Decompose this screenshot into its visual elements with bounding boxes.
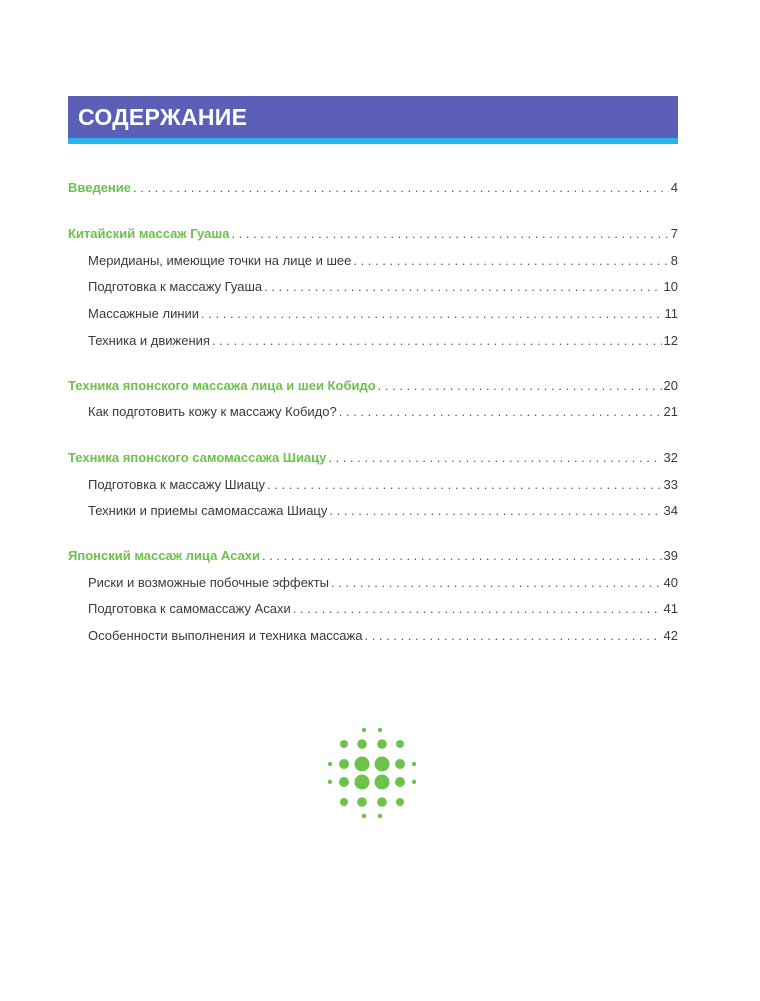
toc-chapter[interactable] [68,226,678,242]
toc-entry-title: Подготовка к массажу Шиацу [88,477,266,492]
toc-leader-dots [328,450,661,466]
toc-entry-title: Подготовка к массажу Гуаша [88,279,263,294]
toc-entry-title: Введение [68,180,131,195]
toc-leader-dots [339,404,662,420]
toc-entry-title: Техника японского массажа лица и шеи Кобидо [68,378,376,393]
toc-leader-dots [264,279,661,295]
toc-entry-title: Китайский массаж Гуаша [68,226,230,241]
toc-entry-title: Техника японского самомассажа Шиацу [68,450,327,465]
toc-leader-dots [331,575,662,591]
toc-page-number: 32 [663,450,678,465]
toc-entry-title: Как подготовить кожу к массажу Кобидо? [88,404,337,419]
toc-page-number: 39 [663,548,678,563]
toc-section[interactable] [88,333,678,349]
toc-section[interactable] [88,404,678,420]
toc-leader-dots [133,180,669,196]
toc-page-number: 34 [663,503,678,518]
toc-leader-dots [353,253,668,269]
toc-leader-dots [364,628,661,644]
toc-chapter[interactable] [68,378,678,394]
toc-leader-dots [378,378,662,394]
toc-page-number: 41 [663,601,678,616]
toc-entry-title: Особенности выполнения и техника массажа [88,628,363,643]
contents-header [68,96,678,144]
toc-entry-title: Риски и возможные побочные эффекты [88,575,329,590]
toc-page-number: 20 [663,378,678,393]
toc-page-number: 42 [663,628,678,643]
toc-entry-title: Меридианы, имеющие точки на лице и шее [88,253,352,268]
toc-entry-title: Техники и приемы самомассажа Шиацу [88,503,328,518]
toc-leader-dots [231,226,668,242]
toc-page-number: 21 [663,404,678,419]
toc-section[interactable] [88,575,678,591]
toc-chapter[interactable] [68,548,678,564]
toc-leader-dots [212,333,662,349]
toc-page-number: 8 [670,253,678,268]
toc-section[interactable] [88,477,678,493]
toc-entry-title: Подготовка к самомассажу Асахи [88,601,291,616]
page-title: СОДЕРЖАНИЕ [78,104,248,130]
toc-page-number: 40 [663,575,678,590]
toc-section[interactable] [88,306,678,322]
toc-entry-title: Техника и движения [88,333,210,348]
toc-section[interactable] [88,253,678,269]
toc-leader-dots [262,548,662,564]
toc-chapter[interactable] [68,450,678,466]
toc-leader-dots [329,503,661,519]
toc-section[interactable] [88,279,678,295]
dot-sphere-icon [322,722,422,822]
toc-leader-dots [293,601,662,617]
toc-page-number: 10 [663,279,678,294]
toc-page-number: 12 [663,333,678,348]
toc-section[interactable] [88,628,678,644]
toc-page-number: 4 [670,180,678,195]
toc-chapter[interactable] [68,180,678,196]
toc-page-number: 11 [664,306,678,321]
toc-page-number: 7 [670,226,678,241]
toc-entry-title: Массажные линии [88,306,200,321]
toc-section[interactable] [88,503,678,519]
toc-leader-dots [201,306,662,322]
toc-leader-dots [267,477,661,493]
toc-page-number: 33 [663,477,678,492]
toc-section[interactable] [88,601,678,617]
toc-entry-title: Японский массаж лица Асахи [68,548,260,563]
